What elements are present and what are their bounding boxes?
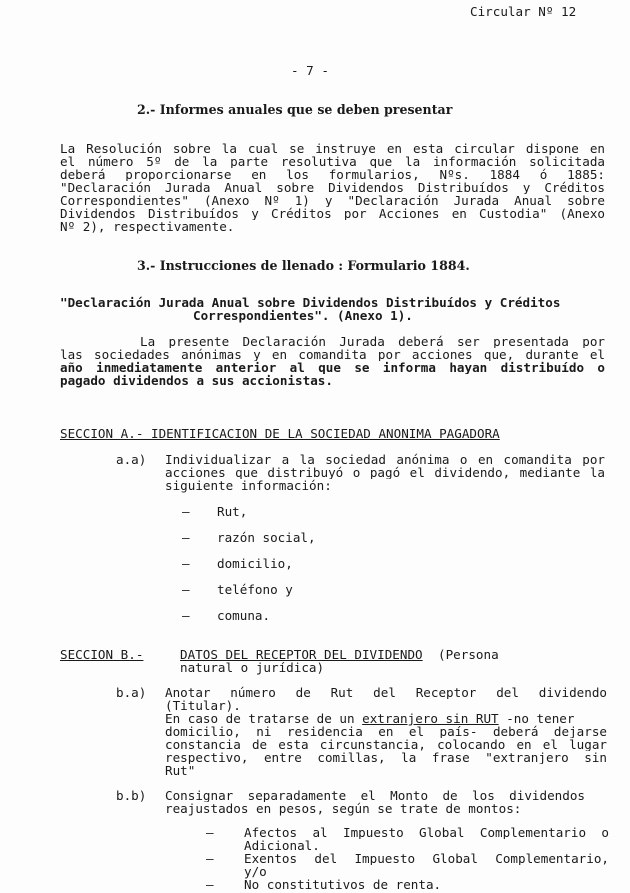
form-title-line-1: "Declaración Jurada Anual sobre Dividendos Distribuídos y Créditos xyxy=(60,295,561,310)
item-line: siguiente información: xyxy=(165,478,332,493)
list-item: razón social, xyxy=(217,530,316,545)
item-line: constancia de esta circunstancia, colocando en el lugar xyxy=(165,738,607,751)
list-bullet: – xyxy=(182,530,190,545)
list-bullet: – xyxy=(182,504,190,519)
item-line xyxy=(165,712,607,725)
paragraph-line: La Resolución sobre la cual se instruye en esta circular dispone en xyxy=(60,142,605,155)
item-line: Individualizar a la sociedad anónima o en comandita por xyxy=(165,453,605,466)
list-item: No constitutivos de renta. xyxy=(244,877,442,892)
list-bullet: – xyxy=(182,582,190,597)
item-aa-text xyxy=(165,453,605,492)
list-item xyxy=(244,826,609,852)
paragraph-line: Dividendos Distribuídos y Créditos por Acciones en Custodia" (Anexo xyxy=(60,207,605,220)
list-item-line: Adicional. xyxy=(244,838,320,853)
list-bullet: – xyxy=(182,556,190,571)
item-line: reajustados en pesos, según se trate de montos: xyxy=(165,801,522,816)
list-item: teléfono y xyxy=(217,582,293,597)
item-line: respectivo, entre comillas, la frase "extranjero sin xyxy=(165,751,607,764)
item-line: Anotar número de Rut del Receptor del dividendo xyxy=(165,686,607,699)
item-line: domicilio, ni residencia en el país- deberá dejarse xyxy=(165,725,607,738)
list-item-line: Exentos del Impuesto Global Complementario, xyxy=(244,852,609,865)
item-line: Consignar separadamente el Monto de los dividendos xyxy=(165,789,585,802)
item-line-text: -no tener xyxy=(498,711,575,726)
item-line: (Titular). xyxy=(165,698,241,713)
section-2-heading: 2.- Informes anuales que se deben presentar xyxy=(137,102,453,117)
item-line: Rut" xyxy=(165,763,196,778)
item-label-bb: b.b) xyxy=(116,788,147,803)
form-title-line-2: Correspondientes". (Anexo 1). xyxy=(193,308,413,323)
paragraph-line: "Declaración Jurada Anual sobre Dividendos Distribuídos y Créditos xyxy=(60,181,605,194)
page-number: - 7 - xyxy=(291,63,329,78)
seccion-b-label: SECCION B.- xyxy=(60,647,144,662)
section-3-heading: 3.- Instrucciones de llenado : Formulario 1884. xyxy=(137,258,470,273)
section-2-paragraph xyxy=(60,142,605,233)
list-item-line: Afectos al Impuesto Global Complementario o xyxy=(244,826,609,839)
item-ba-text xyxy=(165,686,607,777)
seccion-b-title-suffix: (Persona xyxy=(438,647,499,662)
list-bullet: – xyxy=(206,825,214,840)
paragraph-line: deberá proporcionarse en los formularios, Nºs. 1884 ó 1885: xyxy=(60,168,605,181)
circular-number: Circular Nº 12 xyxy=(470,4,577,19)
section-3-paragraph xyxy=(60,335,605,387)
item-bb-text xyxy=(165,789,585,815)
list-item xyxy=(244,852,609,878)
paragraph-line: las sociedades anónimas y en comandita por acciones que, durante el xyxy=(60,348,605,361)
list-item: domicilio, xyxy=(217,556,293,571)
paragraph-line: el número 5º de la parte resolutiva que la información solicitada xyxy=(60,155,605,168)
item-label-ba: b.a) xyxy=(116,685,147,700)
item-line-text: En caso de tratarse de un xyxy=(165,711,363,726)
list-bullet: – xyxy=(182,608,190,623)
paragraph-line: Nº 2), respectivamente. xyxy=(60,219,235,234)
list-item: Rut, xyxy=(217,504,248,519)
paragraph-line: La presente Declaración Jurada deberá ser presentada por xyxy=(140,335,605,348)
underlined-term: extranjero sin RUT xyxy=(362,711,499,726)
paragraph-line: año inmediatamente anterior al que se informa hayan distribuído o xyxy=(60,361,605,374)
list-bullet: – xyxy=(206,851,214,866)
seccion-a-heading: SECCION A.- IDENTIFICACION DE LA SOCIEDAD ANONIMA PAGADORA xyxy=(60,426,500,441)
seccion-b-title-line-2: natural o jurídica) xyxy=(180,660,325,675)
item-label-aa: a.a) xyxy=(116,452,147,467)
list-bullet: – xyxy=(206,877,214,892)
list-item-line: y/o xyxy=(244,864,267,879)
item-line: acciones que distribuyó o pagó el dividendo, mediante la xyxy=(165,466,605,479)
paragraph-line: Correspondientes" (Anexo Nº 1) y "Declaración Jurada Anual sobre xyxy=(60,194,605,207)
list-item: comuna. xyxy=(217,608,271,623)
seccion-b-title: DATOS DEL RECEPTOR DEL DIVIDENDO xyxy=(180,647,423,662)
paragraph-line: pagado dividendos a sus accionistas. xyxy=(60,373,333,388)
